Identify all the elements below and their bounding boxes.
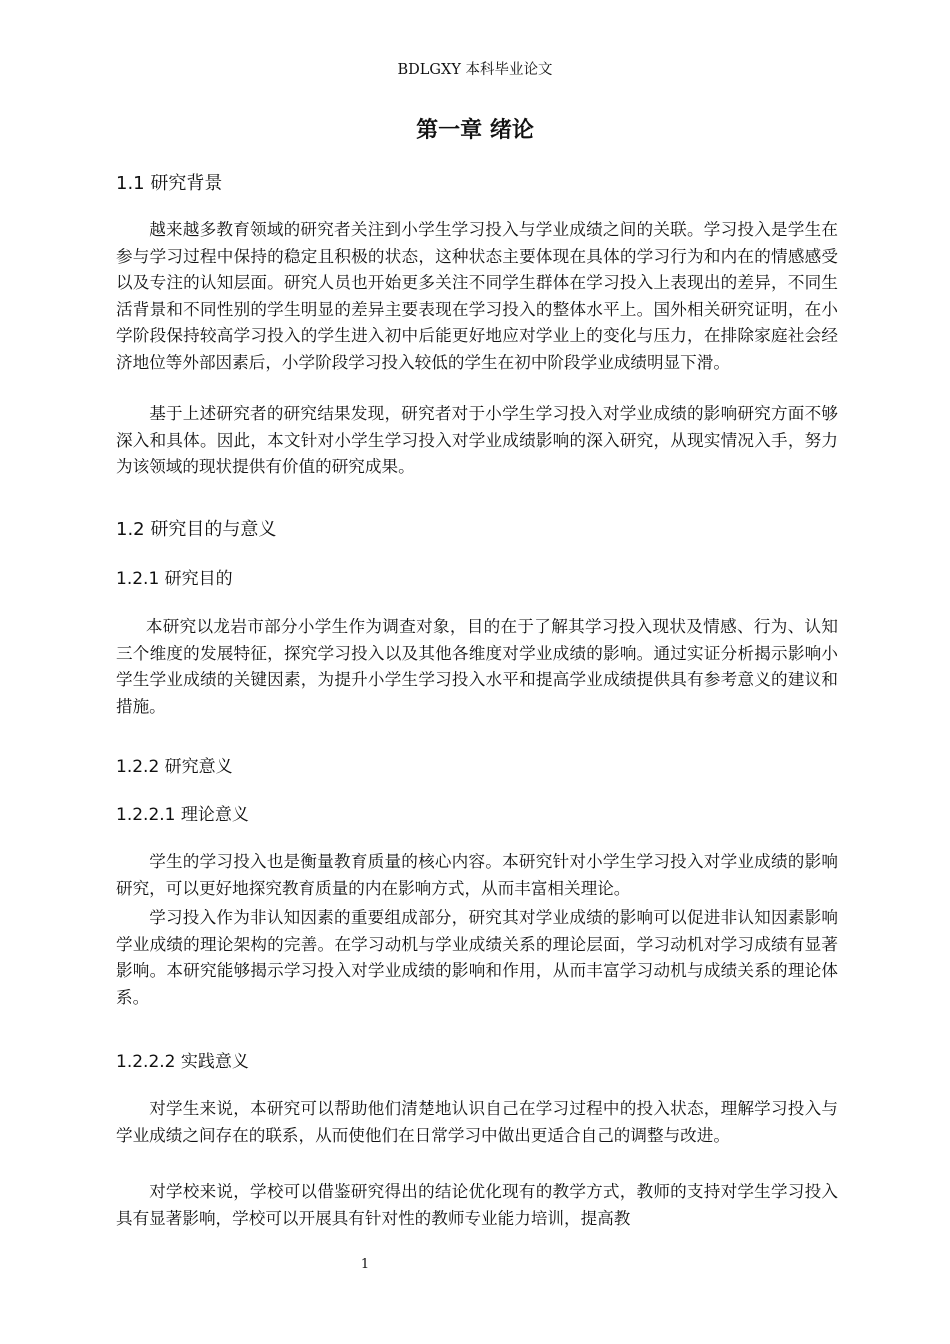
subsection-heading-1-2-2: 1.2.2 研究意义 bbox=[116, 757, 233, 777]
subsection-heading-1-2-2-1: 1.2.2.1 理论意义 bbox=[116, 805, 249, 825]
paragraph-theory-2: 学习投入作为非认知因素的重要组成部分，研究其对学业成绩的影响可以促进非认知因素影响学业成绩的理论架构的完善。在学习动机与学业成绩关系的理论层面，学习动机对学习成绩有显著影响。本研究能够揭示学习投入对学业成绩的影响和作用，从而丰富学习动机与成绩关系的理论体系。 bbox=[116, 908, 838, 1007]
page-number: 1 bbox=[360, 1257, 370, 1272]
paragraph-practice-1: 对学生来说，本研究可以帮助他们清楚地认识自己在学习过程中的投入状态，理解学习投入与学业成绩之间存在的联系，从而使他们在日常学习中做出更适合自己的调整与改进。 bbox=[116, 1099, 838, 1145]
subsection-heading-1-2-1: 1.2.1 研究目的 bbox=[116, 569, 233, 589]
paragraph-background-2: 基于上述研究者的研究结果发现，研究者对于小学生学习投入对学业成绩的影响研究方面不够深入和具体。因此，本文针对小学生学习投入对学业成绩影响的深入研究，从现实情况入手，努力为该领域的现状提供有价值的研究成果。 bbox=[116, 404, 838, 477]
paragraph-purpose: 本研究以龙岩市部分小学生作为调查对象，目的在于了解其学习投入现状及情感、行为、认知三个维度的发展特征，探究学习投入以及其他各维度对学业成绩的影响。通过实证分析揭示影响小学生学业成绩的关键因素，为提升小学生学习投入水平和提高学业成绩提供具有参考意义的建议和措施。 bbox=[116, 617, 838, 716]
running-header: BDLGXY 本科毕业论文 bbox=[397, 62, 553, 78]
chapter-title: 第一章 绪论 bbox=[416, 118, 534, 143]
paragraph-theory-1: 学生的学习投入也是衡量教育质量的核心内容。本研究针对小学生学习投入对学业成绩的影响研究，可以更好地探究教育质量的内在影响方式，从而丰富相关理论。 bbox=[116, 852, 838, 898]
section-heading-1-1: 1.1 研究背景 bbox=[116, 173, 223, 194]
paragraph-practice-2: 对学校来说，学校可以借鉴研究得出的结论优化现有的教学方式，教师的支持对学生学习投入具有显著影响，学校可以开展具有针对性的教师专业能力培训，提高教 bbox=[116, 1182, 838, 1228]
subsection-heading-1-2-2-2: 1.2.2.2 实践意义 bbox=[116, 1052, 249, 1072]
section-heading-1-2: 1.2 研究目的与意义 bbox=[116, 519, 277, 540]
paragraph-background-1: 越来越多教育领域的研究者关注到小学生学习投入与学业成绩之间的关联。学习投入是学生在参与学习过程中保持的稳定且积极的状态，这种状态主要体现在具体的学习行为和内在的情感感受以及专注的认知层面。研究人员也开始更多关注不同学生群体在学习投入上表现出的差异，不同生活背景和不同性别的学生明显的差异主要表现在学习投入的整体水平上。国外相关研究证明，在小学阶段保持较高学习投入的学生进入初中后能更好地应对学业上的变化与压力，在排除家庭社会经济地位等外部因素后，小学阶段学习投入较低的学生在初中阶段学业成绩明显下滑。 bbox=[116, 220, 838, 372]
